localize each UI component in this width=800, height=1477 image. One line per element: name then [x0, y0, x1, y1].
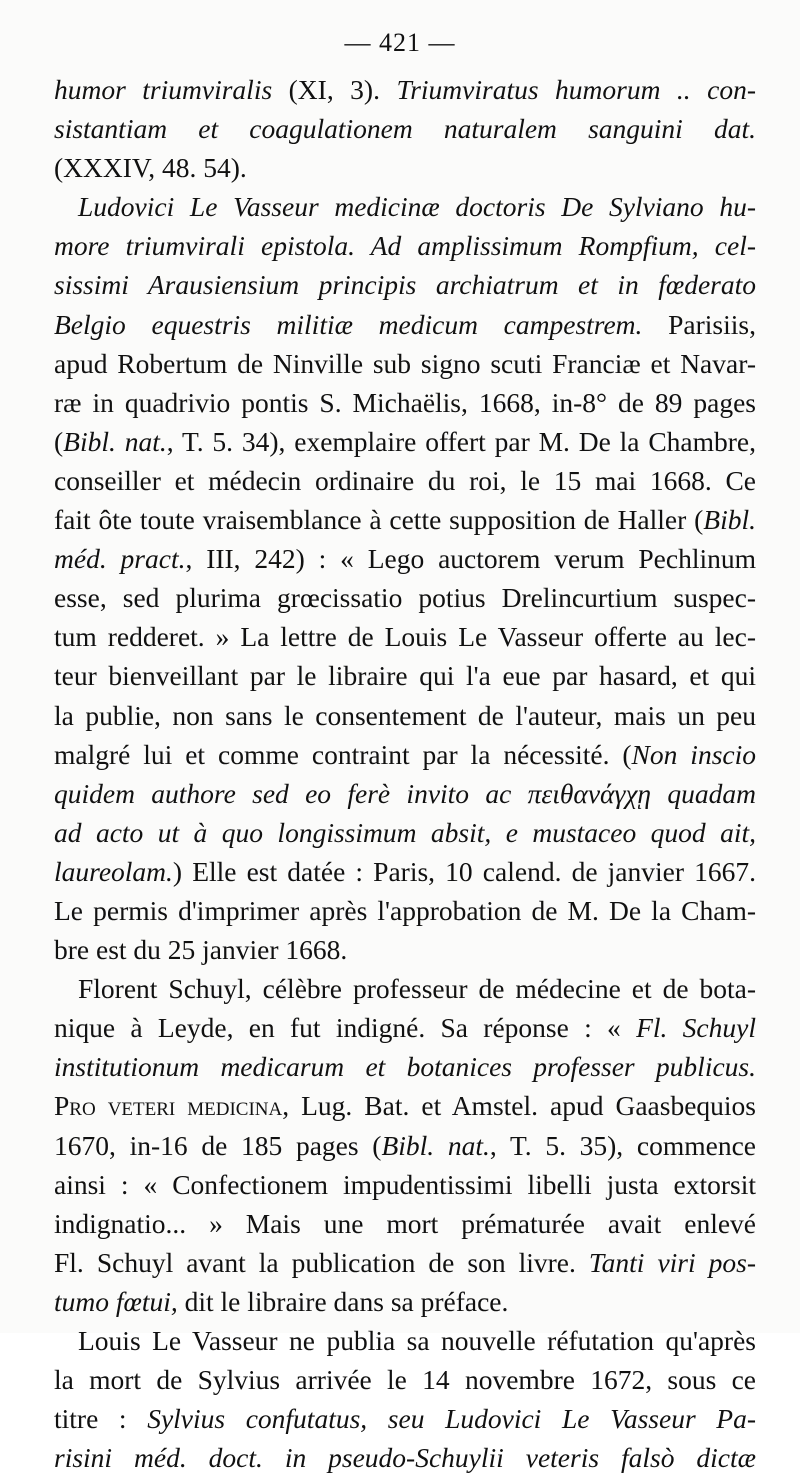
- text-line: [54, 1204, 756, 1243]
- text-segment: tumo fœtui,: [54, 1285, 178, 1317]
- text-segment: Pro veteri medicina: [54, 1090, 283, 1122]
- text-line: [54, 1399, 756, 1438]
- text-segment: Florent Schuyl, célèbre professeur de médecine et de bota-: [78, 973, 756, 1005]
- text-segment: fait ôte toute vraisemblance à cette supposition de Haller (: [54, 504, 704, 536]
- text-segment: ainsi : « Confectionem impudentissimi libelli justa extorsit: [54, 1168, 756, 1200]
- text-segment: malgré lui et comme contraint par la nécessité. (: [54, 738, 632, 770]
- text-line: [54, 1243, 756, 1282]
- text-line: [54, 500, 756, 539]
- text-segment: Tanti viri pos-: [588, 1246, 757, 1278]
- text-segment: Ludovici Le Vasseur medicinæ doctoris De Sylviano hu-: [78, 191, 756, 223]
- text-line: [54, 656, 756, 695]
- text-segment: humor triumviralis: [54, 74, 273, 105]
- text-segment: tum redderet. » La lettre de Louis Le Vasseur offerte au lec-: [54, 621, 756, 653]
- text-segment: Sylvius confutatus, seu Ludovici Le Vasseur Pa-: [147, 1403, 756, 1435]
- text-segment: Non inscio: [631, 738, 756, 770]
- text-line: [54, 813, 756, 852]
- text-body: [54, 70, 756, 1477]
- text-line: [54, 696, 756, 735]
- text-segment: Parisiis,: [642, 308, 756, 340]
- text-segment: laureolam.: [54, 855, 173, 887]
- text-line: [54, 344, 756, 383]
- text-segment: Bibl. nat.: [381, 1129, 490, 1161]
- text-segment: sissimi Arausiensium principis archiatrum et in fœderato: [54, 269, 756, 301]
- text-line: [54, 1165, 756, 1204]
- text-segment: more triumvirali epistola. Ad amplissimum Rompfium, cel-: [54, 230, 756, 262]
- text-segment: la mort de Sylvius arrivée le 14 novembre 1672, sous ce: [54, 1364, 756, 1396]
- text-segment: Bibl.: [703, 504, 756, 536]
- text-segment: sistantiam et coagulationem naturalem sanguini dat.: [54, 113, 756, 145]
- text-segment: , T. 5. 34), exemplaire offert par M. De la Chambre,: [166, 425, 756, 457]
- text-line: [54, 578, 756, 617]
- text-segment: bre est du 25 janvier 1668.: [54, 934, 348, 966]
- text-line: [54, 1008, 756, 1047]
- text-segment: indignatio... » Mais une mort prématurée avait enlevé: [54, 1207, 756, 1239]
- text-line: [54, 969, 756, 1008]
- text-line: [54, 1282, 756, 1321]
- text-line: [54, 735, 756, 774]
- text-segment: conseiller et médecin ordinaire du roi, le 15 mai 1668. Ce: [54, 464, 756, 496]
- text-line: [54, 305, 756, 344]
- text-segment: ad acto ut à quo longissimum absit, e mustaceo quod ait,: [54, 816, 756, 848]
- text-line: [54, 109, 756, 148]
- text-segment: quidem authore sed eo ferè invito ac πειθανάγχῃ quadam: [54, 777, 756, 809]
- text-segment: Louis Le Vasseur ne publia sa nouvelle réfutation qu'après: [78, 1325, 756, 1356]
- text-line: [54, 1126, 756, 1165]
- text-segment: titre :: [54, 1403, 148, 1435]
- text-line: [54, 774, 756, 813]
- text-segment: nique à Leyde, en fut indigné. Sa réponse : «: [54, 1012, 637, 1044]
- text-segment: la publie, non sans le consentement de l'auteur, mais un peu: [54, 699, 756, 731]
- text-line: [54, 852, 756, 891]
- text-line: [54, 148, 756, 187]
- text-segment: apud Robertum de Ninville sub signo scuti Franciæ et Navar-: [54, 347, 756, 379]
- text-segment: ) Elle est datée : Paris, 10 calend. de janvier 1667.: [172, 855, 756, 887]
- text-segment: 1670, in-16 de 185 pages (: [54, 1129, 382, 1161]
- text-line: [54, 1321, 756, 1360]
- text-segment: Bibl. nat.: [63, 425, 167, 457]
- text-segment: institutionum medicarum et botanices professer publicus.: [54, 1051, 756, 1083]
- text-line: [54, 1438, 756, 1477]
- text-line: [54, 1086, 756, 1125]
- page-number: — 421 —: [344, 28, 456, 57]
- text-segment: teur bienveillant par le libraire qui l'a eue par hasard, et qui: [54, 660, 756, 692]
- text-segment: esse, sed plurima grœcissatio potius Drelincurtium suspec-: [54, 582, 756, 614]
- text-line: [54, 226, 756, 265]
- text-segment: , T. 5. 35), commence: [489, 1129, 756, 1161]
- text-segment: Fl. Schuyl avant la publication de son livre.: [54, 1246, 589, 1278]
- text-line: [54, 422, 756, 461]
- text-line: [54, 383, 756, 422]
- text-segment: Fl. Schuyl: [636, 1012, 756, 1044]
- text-segment: , III, 242) : « Lego auctorem verum Pechlinum: [185, 543, 756, 575]
- text-line: [54, 539, 756, 578]
- text-segment: dit le libraire dans sa préface.: [177, 1285, 509, 1317]
- text-line: [54, 891, 756, 930]
- text-line: [54, 1360, 756, 1399]
- text-line: [54, 930, 756, 969]
- text-segment: méd. pract.: [54, 543, 186, 575]
- text-segment: risini méd. doct. in pseudo-Schuylii veteris falsò dictæ: [54, 1442, 756, 1474]
- text-segment: (XI, 3).: [272, 74, 397, 105]
- text-line: [54, 265, 756, 304]
- text-segment: Le permis d'imprimer après l'approbation de M. De la Cham-: [54, 894, 756, 926]
- text-line: [54, 617, 756, 656]
- text-segment: Belgio equestris militiæ medicum campestrem.: [54, 308, 643, 340]
- text-segment: ræ in quadrivio pontis S. Michaëlis, 1668, in-8° de 89 pages: [54, 386, 756, 418]
- text-segment: Triumviratus humorum .. con-: [396, 74, 757, 105]
- text-line: [54, 461, 756, 500]
- text-line: [54, 1047, 756, 1086]
- text-line: [54, 70, 756, 109]
- text-segment: (: [54, 425, 64, 457]
- text-line: [54, 187, 756, 226]
- text-segment: (XXXIV, 48. 54).: [54, 152, 247, 184]
- text-segment: , Lug. Bat. et Amstel. apud Gaasbequios: [282, 1090, 757, 1122]
